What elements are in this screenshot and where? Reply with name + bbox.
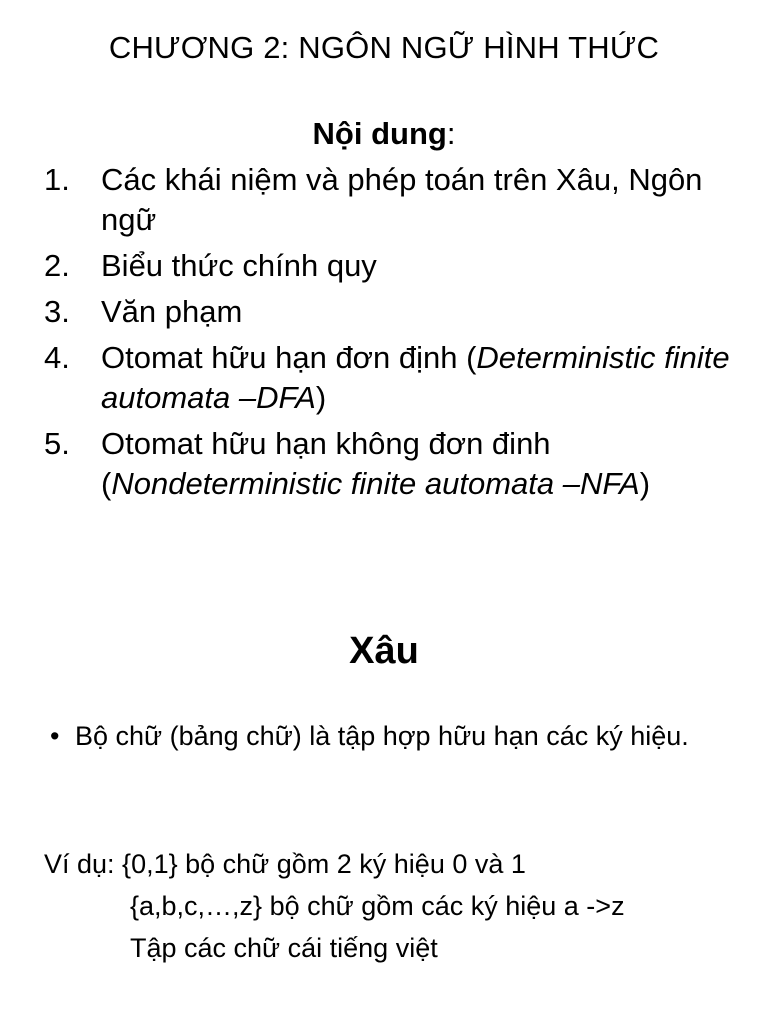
chapter-title: CHƯƠNG 2: NGÔN NGỮ HÌNH THỨC [108, 30, 660, 65]
list-item-number: 1. [44, 162, 70, 197]
list-item-number: 5. [44, 426, 70, 461]
example-line: Tập các chữ cái tiếng việt [130, 933, 438, 963]
contents-colon: : [446, 116, 456, 151]
list-item-english-term: Nondeterministic finite automata –NFA [111, 466, 640, 501]
contents-label: Nội dung [312, 116, 447, 151]
list-item-text: Các khái niệm và phép toán trên Xâu, Ngôn ngữ [101, 162, 703, 237]
list-item-text: Otomat hữu hạn đơn định ( [101, 340, 477, 375]
section-title: Xâu [349, 630, 419, 672]
list-item-number: 2. [44, 248, 70, 283]
example-line: {a,b,c,…,z} bộ chữ gồm các ký hiệu a ->z [130, 891, 625, 921]
list-item-number: 4. [44, 340, 70, 375]
example-line: Ví dụ: {0,1} bộ chữ gồm 2 ký hiệu 0 và 1 [44, 849, 526, 879]
example-block [44, 843, 744, 969]
slide-string-definition [0, 600, 768, 1024]
list-item-text-close: ) [639, 466, 651, 501]
contents-list [0, 160, 768, 510]
bullet-icon: • [50, 721, 60, 751]
contents-heading [0, 114, 768, 154]
bullet-text: Bộ chữ (bảng chữ) là tập hợp hữu hạn các ký hiệu. [75, 721, 689, 751]
list-item [0, 160, 768, 240]
list-item [0, 292, 768, 332]
list-item [0, 246, 768, 286]
bullet-point [50, 715, 730, 757]
list-item-text: Biểu thức chính quy [101, 248, 377, 283]
list-item [0, 338, 768, 418]
list-item-text: Otomat hữu hạn không đơn đinh ( [101, 426, 551, 501]
list-item-number: 3. [44, 294, 70, 329]
list-item-text-close: ) [315, 380, 327, 415]
list-item [0, 424, 768, 504]
list-item-text: Văn phạm [101, 294, 243, 329]
list-item-english-term: Deterministic finite automata –DFA [101, 340, 730, 415]
